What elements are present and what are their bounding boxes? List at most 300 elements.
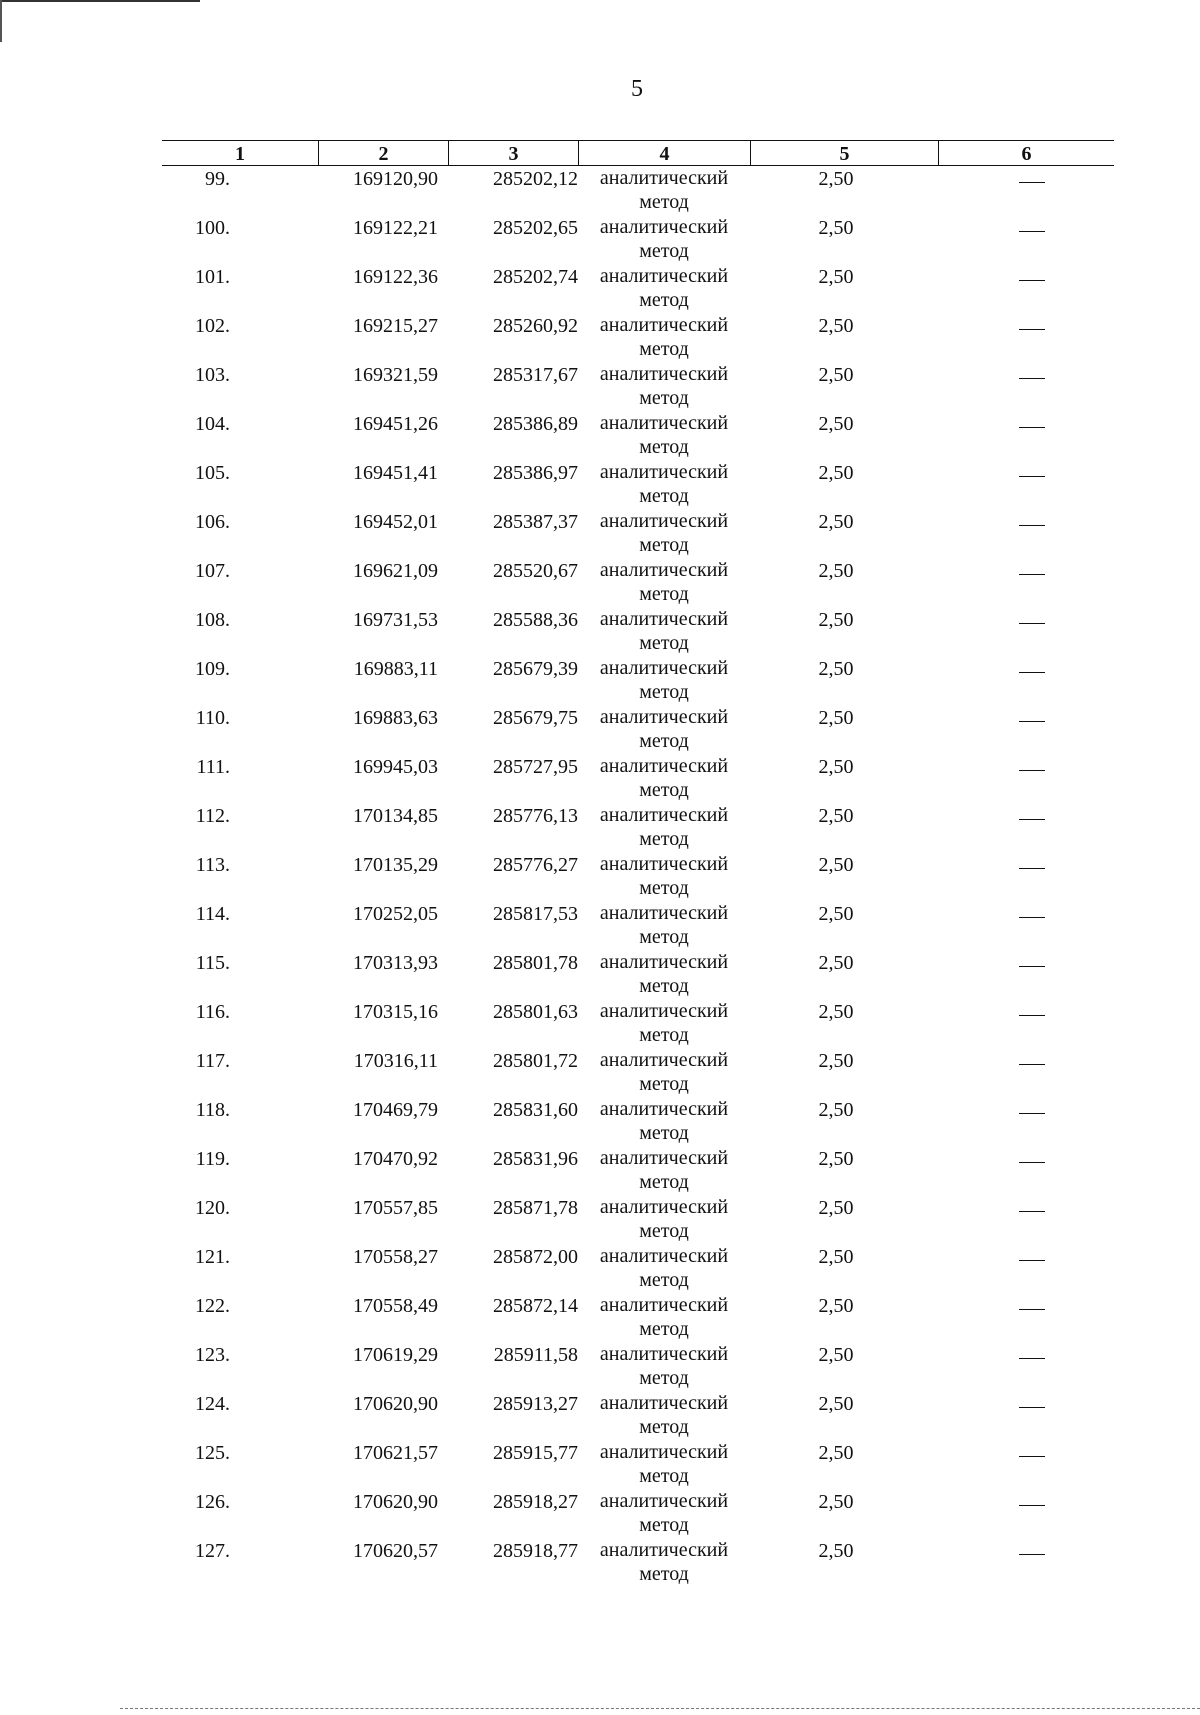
method-line-1: аналитический (599, 804, 729, 826)
method-line-2: метод (639, 485, 689, 507)
em-dash-mark (1019, 819, 1045, 820)
method-cell (582, 1146, 746, 1194)
accuracy-value: 2,50 (818, 854, 854, 876)
row-number: 99. (205, 168, 230, 190)
table-row (162, 607, 1114, 656)
method-line-2: метод (639, 779, 689, 801)
table-header (162, 140, 1114, 166)
table-row (162, 656, 1114, 705)
coordinate-y: 285679,39 (493, 658, 578, 680)
table-row (162, 264, 1114, 313)
method-line-1: аналитический (599, 1000, 729, 1022)
method-line-1: аналитический (599, 706, 729, 728)
row-number: 109. (195, 658, 230, 680)
method-line-1: аналитический (599, 216, 729, 238)
coordinate-y: 285317,67 (493, 364, 578, 386)
em-dash-mark (1019, 1358, 1045, 1359)
coordinate-x: 170620,90 (353, 1393, 438, 1415)
scan-artifact-left-edge (0, 0, 2, 42)
accuracy-value: 2,50 (818, 1197, 854, 1219)
empty-value-cell (962, 313, 1102, 339)
table-row (162, 1489, 1114, 1538)
coordinate-y: 285679,75 (493, 707, 578, 729)
row-number: 104. (195, 413, 230, 435)
coordinate-y: 285918,77 (493, 1540, 578, 1562)
method-cell (582, 1391, 746, 1439)
row-number: 112. (195, 805, 230, 827)
empty-value-cell (962, 1244, 1102, 1270)
empty-value-cell (962, 705, 1102, 731)
method-cell (582, 362, 746, 410)
coordinate-x: 170316,11 (353, 1050, 438, 1072)
coordinate-x: 170619,29 (353, 1344, 438, 1366)
method-cell (582, 1195, 746, 1243)
coordinate-y: 285202,12 (493, 168, 578, 190)
row-number: 127. (195, 1540, 230, 1562)
empty-value-cell (962, 1391, 1102, 1417)
method-line-1: аналитический (599, 1441, 729, 1463)
method-line-2: метод (639, 289, 689, 311)
method-line-2: метод (639, 1318, 689, 1340)
header-cell-3: 3 (448, 141, 578, 165)
row-number: 105. (195, 462, 230, 484)
method-cell (582, 411, 746, 459)
empty-value-cell (962, 950, 1102, 976)
accuracy-value: 2,50 (818, 1442, 854, 1464)
coordinate-y: 285202,74 (493, 266, 578, 288)
scan-artifact-bottom-line (120, 1708, 1200, 1710)
method-line-2: метод (639, 240, 689, 262)
method-line-2: метод (639, 387, 689, 409)
em-dash-mark (1019, 966, 1045, 967)
coordinate-x: 169883,11 (353, 658, 438, 680)
empty-value-cell (962, 656, 1102, 682)
accuracy-value: 2,50 (818, 903, 854, 925)
table-row (162, 1293, 1114, 1342)
empty-value-cell (962, 460, 1102, 486)
accuracy-value: 2,50 (818, 462, 854, 484)
em-dash-mark (1019, 182, 1045, 183)
method-cell (582, 607, 746, 655)
row-number: 102. (195, 315, 230, 337)
header-cell-2: 2 (318, 141, 448, 165)
empty-value-cell (962, 1146, 1102, 1172)
method-cell (582, 313, 746, 361)
coordinate-x: 170620,57 (353, 1540, 438, 1562)
coordinate-x: 170470,92 (353, 1148, 438, 1170)
method-line-1: аналитический (599, 755, 729, 777)
row-number: 100. (195, 217, 230, 239)
row-number: 114. (195, 903, 230, 925)
header-cell-5: 5 (750, 141, 938, 165)
empty-value-cell (962, 1538, 1102, 1564)
row-number: 111. (196, 756, 230, 778)
coordinate-y: 285831,60 (493, 1099, 578, 1121)
method-cell (582, 1440, 746, 1488)
method-line-2: метод (639, 1269, 689, 1291)
method-line-1: аналитический (599, 1196, 729, 1218)
accuracy-value: 2,50 (818, 952, 854, 974)
empty-value-cell (962, 803, 1102, 829)
method-cell (582, 852, 746, 900)
accuracy-value: 2,50 (818, 1540, 854, 1562)
method-line-2: метод (639, 828, 689, 850)
row-number: 117. (195, 1050, 230, 1072)
table-row (162, 999, 1114, 1048)
row-number: 116. (195, 1001, 230, 1023)
coordinate-y: 285386,89 (493, 413, 578, 435)
coordinate-x: 169731,53 (353, 609, 438, 631)
method-line-1: аналитический (599, 167, 729, 189)
empty-value-cell (962, 1293, 1102, 1319)
em-dash-mark (1019, 721, 1045, 722)
coordinate-y: 285872,00 (493, 1246, 578, 1268)
em-dash-mark (1019, 574, 1045, 575)
coordinate-x: 170135,29 (353, 854, 438, 876)
method-cell (582, 558, 746, 606)
em-dash-mark (1019, 231, 1045, 232)
em-dash-mark (1019, 329, 1045, 330)
coordinate-y: 285801,72 (493, 1050, 578, 1072)
coordinate-x: 170558,27 (353, 1246, 438, 1268)
empty-value-cell (962, 166, 1102, 192)
accuracy-value: 2,50 (818, 1246, 854, 1268)
scan-artifact-top-line (0, 0, 200, 2)
em-dash-mark (1019, 427, 1045, 428)
empty-value-cell (962, 754, 1102, 780)
empty-value-cell (962, 411, 1102, 437)
coordinate-y: 285776,13 (493, 805, 578, 827)
em-dash-mark (1019, 1260, 1045, 1261)
coordinate-y: 285588,36 (493, 609, 578, 631)
row-number: 122. (195, 1295, 230, 1317)
table-row (162, 411, 1114, 460)
method-cell (582, 460, 746, 508)
em-dash-mark (1019, 476, 1045, 477)
coordinate-y: 285801,78 (493, 952, 578, 974)
coordinate-x: 169321,59 (353, 364, 438, 386)
coordinate-y: 285727,95 (493, 756, 578, 778)
empty-value-cell (962, 362, 1102, 388)
method-cell (582, 1489, 746, 1537)
method-cell (582, 656, 746, 704)
coordinate-y: 285915,77 (493, 1442, 578, 1464)
accuracy-value: 2,50 (818, 413, 854, 435)
coordinate-y: 285386,97 (493, 462, 578, 484)
method-line-1: аналитический (599, 265, 729, 287)
table-row (162, 1146, 1114, 1195)
coordinate-y: 285776,27 (493, 854, 578, 876)
table-row (162, 558, 1114, 607)
row-number: 119. (195, 1148, 230, 1170)
em-dash-mark (1019, 917, 1045, 918)
method-line-1: аналитический (599, 1049, 729, 1071)
method-line-1: аналитический (599, 1294, 729, 1316)
table-row (162, 1342, 1114, 1391)
method-line-1: аналитический (599, 657, 729, 679)
method-cell (582, 509, 746, 557)
method-line-1: аналитический (599, 559, 729, 581)
table-row (162, 1195, 1114, 1244)
coordinate-y: 285202,65 (493, 217, 578, 239)
coordinate-y: 285913,27 (493, 1393, 578, 1415)
coordinate-x: 169120,90 (353, 168, 438, 190)
coordinate-x: 170313,93 (353, 952, 438, 974)
accuracy-value: 2,50 (818, 217, 854, 239)
method-cell (582, 950, 746, 998)
coordinate-x: 170620,90 (353, 1491, 438, 1513)
table-row (162, 215, 1114, 264)
table-row (162, 313, 1114, 362)
method-line-2: метод (639, 1563, 689, 1585)
method-line-1: аналитический (599, 1392, 729, 1414)
accuracy-value: 2,50 (818, 658, 854, 680)
coordinate-y: 285911,58 (493, 1344, 578, 1366)
method-line-2: метод (639, 1171, 689, 1193)
coordinate-x: 169451,26 (353, 413, 438, 435)
method-cell (582, 1293, 746, 1341)
row-number: 101. (195, 266, 230, 288)
em-dash-mark (1019, 623, 1045, 624)
accuracy-value: 2,50 (818, 511, 854, 533)
coordinate-x: 169122,36 (353, 266, 438, 288)
accuracy-value: 2,50 (818, 560, 854, 582)
empty-value-cell (962, 1195, 1102, 1221)
em-dash-mark (1019, 1505, 1045, 1506)
method-line-1: аналитический (599, 461, 729, 483)
empty-value-cell (962, 215, 1102, 241)
accuracy-value: 2,50 (818, 168, 854, 190)
em-dash-mark (1019, 1015, 1045, 1016)
method-line-2: метод (639, 191, 689, 213)
empty-value-cell (962, 607, 1102, 633)
accuracy-value: 2,50 (818, 1148, 854, 1170)
header-cell-1: 1 (235, 143, 245, 165)
coordinate-x: 170469,79 (353, 1099, 438, 1121)
table-row (162, 705, 1114, 754)
method-cell (582, 1244, 746, 1292)
coordinate-y: 285871,78 (493, 1197, 578, 1219)
em-dash-mark (1019, 672, 1045, 673)
em-dash-mark (1019, 1162, 1045, 1163)
accuracy-value: 2,50 (818, 1001, 854, 1023)
method-line-1: аналитический (599, 1147, 729, 1169)
accuracy-value: 2,50 (818, 1491, 854, 1513)
table-row (162, 509, 1114, 558)
row-number: 115. (195, 952, 230, 974)
page-number: 5 (631, 76, 643, 102)
row-number: 125. (195, 1442, 230, 1464)
empty-value-cell (962, 1440, 1102, 1466)
empty-value-cell (962, 1342, 1102, 1368)
row-number: 124. (195, 1393, 230, 1415)
coordinate-x: 169883,63 (353, 707, 438, 729)
method-cell (582, 215, 746, 263)
accuracy-value: 2,50 (818, 266, 854, 288)
coordinate-x: 170558,49 (353, 1295, 438, 1317)
row-number: 123. (195, 1344, 230, 1366)
method-line-2: метод (639, 926, 689, 948)
row-number: 108. (195, 609, 230, 631)
empty-value-cell (962, 901, 1102, 927)
method-cell (582, 1538, 746, 1586)
method-cell (582, 754, 746, 802)
accuracy-value: 2,50 (818, 1099, 854, 1121)
method-line-1: аналитический (599, 412, 729, 434)
header-cell-6: 6 (938, 141, 1114, 165)
em-dash-mark (1019, 1309, 1045, 1310)
coordinate-y: 285801,63 (493, 1001, 578, 1023)
coordinate-x: 169621,09 (353, 560, 438, 582)
empty-value-cell (962, 509, 1102, 535)
method-line-2: метод (639, 338, 689, 360)
method-cell (582, 901, 746, 949)
coordinate-x: 169122,21 (353, 217, 438, 239)
accuracy-value: 2,50 (818, 609, 854, 631)
header-cell-4: 4 (578, 141, 750, 165)
method-line-2: метод (639, 534, 689, 556)
method-cell (582, 999, 746, 1047)
coordinate-x: 170557,85 (353, 1197, 438, 1219)
method-line-2: метод (639, 632, 689, 654)
table-row (162, 1391, 1114, 1440)
coordinate-x: 169451,41 (353, 462, 438, 484)
method-line-1: аналитический (599, 314, 729, 336)
table-row (162, 754, 1114, 803)
method-line-1: аналитический (599, 510, 729, 532)
table-row (162, 166, 1114, 215)
method-line-1: аналитический (599, 853, 729, 875)
row-number: 113. (195, 854, 230, 876)
method-line-1: аналитический (599, 608, 729, 630)
method-line-2: метод (639, 1416, 689, 1438)
method-line-2: метод (639, 877, 689, 899)
method-line-2: метод (639, 975, 689, 997)
table-row (162, 1048, 1114, 1097)
em-dash-mark (1019, 280, 1045, 281)
accuracy-value: 2,50 (818, 756, 854, 778)
coordinate-y: 285831,96 (493, 1148, 578, 1170)
table-body (162, 166, 1114, 1587)
method-line-1: аналитический (599, 1343, 729, 1365)
coordinate-y: 285872,14 (493, 1295, 578, 1317)
empty-value-cell (962, 1489, 1102, 1515)
accuracy-value: 2,50 (818, 1393, 854, 1415)
table-row (162, 1440, 1114, 1489)
method-line-2: метод (639, 1367, 689, 1389)
method-line-1: аналитический (599, 902, 729, 924)
coordinate-x: 170134,85 (353, 805, 438, 827)
method-cell (582, 264, 746, 312)
coordinate-x: 170315,16 (353, 1001, 438, 1023)
row-number: 121. (195, 1246, 230, 1268)
method-line-2: метод (639, 1514, 689, 1536)
method-line-2: метод (639, 681, 689, 703)
accuracy-value: 2,50 (818, 707, 854, 729)
method-line-2: метод (639, 1073, 689, 1095)
row-number: 118. (195, 1099, 230, 1121)
method-line-2: метод (639, 436, 689, 458)
row-number: 107. (195, 560, 230, 582)
coordinate-x: 170621,57 (353, 1442, 438, 1464)
method-line-2: метод (639, 1220, 689, 1242)
row-number: 120. (195, 1197, 230, 1219)
table-row (162, 950, 1114, 999)
em-dash-mark (1019, 1554, 1045, 1555)
method-cell (582, 1342, 746, 1390)
table-row (162, 362, 1114, 411)
accuracy-value: 2,50 (818, 805, 854, 827)
accuracy-value: 2,50 (818, 1344, 854, 1366)
table-row (162, 901, 1114, 950)
method-line-1: аналитический (599, 1245, 729, 1267)
em-dash-mark (1019, 1407, 1045, 1408)
table-row (162, 1538, 1114, 1587)
table-row (162, 1244, 1114, 1293)
method-cell (582, 803, 746, 851)
coordinate-y: 285817,53 (493, 903, 578, 925)
method-cell (582, 1097, 746, 1145)
accuracy-value: 2,50 (818, 315, 854, 337)
em-dash-mark (1019, 1064, 1045, 1065)
accuracy-value: 2,50 (818, 1050, 854, 1072)
coordinate-x: 169945,03 (353, 756, 438, 778)
empty-value-cell (962, 1097, 1102, 1123)
coordinate-y: 285260,92 (493, 315, 578, 337)
method-cell (582, 166, 746, 214)
coordinate-x: 170252,05 (353, 903, 438, 925)
method-line-1: аналитический (599, 1098, 729, 1120)
empty-value-cell (962, 1048, 1102, 1074)
method-line-2: метод (639, 1465, 689, 1487)
method-line-2: метод (639, 1024, 689, 1046)
coordinate-y: 285918,27 (493, 1491, 578, 1513)
em-dash-mark (1019, 525, 1045, 526)
coordinate-y: 285387,37 (493, 511, 578, 533)
row-number: 110. (195, 707, 230, 729)
em-dash-mark (1019, 1113, 1045, 1114)
coordinates-table (162, 140, 1114, 1587)
em-dash-mark (1019, 868, 1045, 869)
method-cell (582, 705, 746, 753)
row-number: 106. (195, 511, 230, 533)
method-cell (582, 1048, 746, 1096)
empty-value-cell (962, 852, 1102, 878)
method-line-1: аналитический (599, 1490, 729, 1512)
em-dash-mark (1019, 770, 1045, 771)
empty-value-cell (962, 999, 1102, 1025)
method-line-2: метод (639, 730, 689, 752)
accuracy-value: 2,50 (818, 1295, 854, 1317)
accuracy-value: 2,50 (818, 364, 854, 386)
coordinate-x: 169215,27 (353, 315, 438, 337)
empty-value-cell (962, 558, 1102, 584)
method-line-1: аналитический (599, 363, 729, 385)
em-dash-mark (1019, 1456, 1045, 1457)
table-row (162, 460, 1114, 509)
method-line-2: метод (639, 583, 689, 605)
table-row (162, 803, 1114, 852)
method-line-2: метод (639, 1122, 689, 1144)
row-number: 103. (195, 364, 230, 386)
coordinate-y: 285520,67 (493, 560, 578, 582)
method-line-1: аналитический (599, 951, 729, 973)
em-dash-mark (1019, 378, 1045, 379)
em-dash-mark (1019, 1211, 1045, 1212)
row-number: 126. (195, 1491, 230, 1513)
table-row (162, 1097, 1114, 1146)
table-row (162, 852, 1114, 901)
